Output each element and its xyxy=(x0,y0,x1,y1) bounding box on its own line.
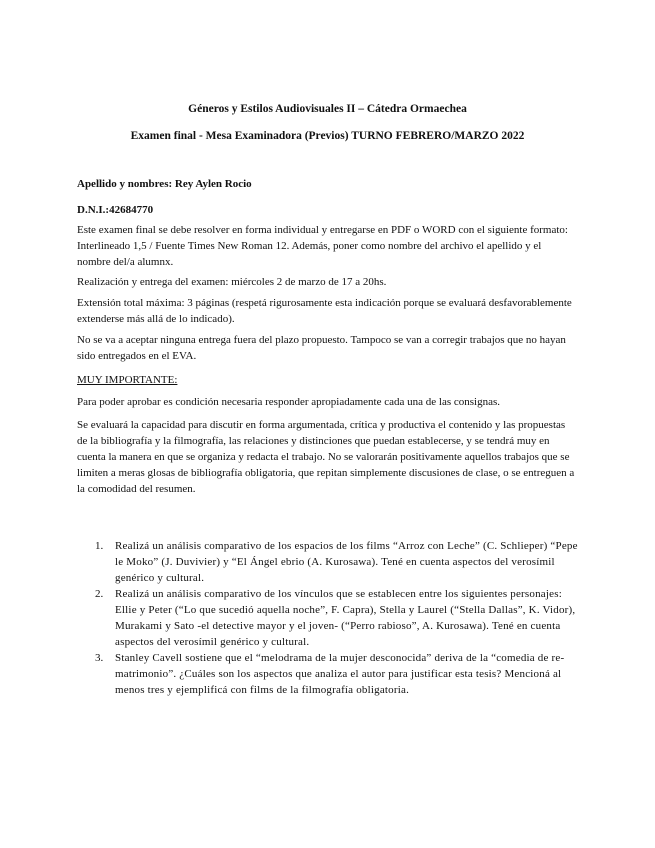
question-item xyxy=(95,586,585,650)
instructions-format-paragraph: Este examen final se debe resolver en forma individual y entregarse en PDF o WORD con el siguiente formato: Interlineado 1,5 / Fuente Times New Roman 12. Además, poner como nombre del archivo el apellido y el nombre del/a alumnx. xyxy=(77,224,568,268)
question-item xyxy=(95,650,585,698)
question-item xyxy=(95,538,585,586)
question-number: 1. xyxy=(95,540,104,552)
question-text: Realizá un análisis comparativo de los espacios de los films “Arroz con Leche” (C. Schlieper) “Pepe le Moko” (J. Duvivier) y “El Ángel ebrio (A. Kurosawa). Tené en cuenta aspectos del verosímil genérico y cultural. xyxy=(115,540,578,584)
important-heading: MUY IMPORTANTE: xyxy=(77,374,178,386)
student-dni-line: D.N.I.:42684770 xyxy=(77,204,154,216)
question-text: Realizá un análisis comparativo de los vínculos que se establecen entre los siguientes personajes: Ellie y Peter (“Lo que sucedió aquella noche”, F. Capra), Stella y Laurel (“Stella Dallas”, K. Vidor), Murakami y Sato -el detective mayor y el joven- (“Perro rabioso”, A. Kurosawa). Tené en cuenta aspectos del verosímil genérico y cultural. xyxy=(115,588,576,648)
course-title: Géneros y Estilos Audiovisuales II – Cátedra Ormaechea xyxy=(188,103,467,115)
student-name-line: Apellido y nombres: Rey Aylen Rocio xyxy=(77,178,252,190)
instructions-deadline-paragraph: No se va a aceptar ninguna entrega fuera del plazo propuesto. Tampoco se van a corregir trabajos que no hayan sido entregados en el EVA. xyxy=(77,334,566,362)
questions-list xyxy=(95,538,585,698)
question-number: 3. xyxy=(95,652,104,664)
exam-subtitle: Examen final - Mesa Examinadora (Previos) TURNO FEBRERO/MARZO 2022 xyxy=(130,130,525,142)
instructions-date-paragraph: Realización y entrega del examen: miércoles 2 de marzo de 17 a 20hs. xyxy=(77,276,387,288)
question-text: Stanley Cavell sostiene que el “melodrama de la mujer desconocida” deriva de la “comedia de re-matrimonio”. ¿Cuáles son los aspectos que analiza el autor para justificar esta tesis? Mencioná al menos tres y ejemplificá con films de la filmografía obligatoria. xyxy=(115,652,565,696)
instructions-evaluation-paragraph: Se evaluará la capacidad para discutir en forma argumentada, crítica y productiva el contenido y las propuestas de la bibliografía y la filmografía, las relaciones y distinciones que puedan establecerse, y se tendrá muy en cuenta la manera en que se organiza y redacta el trabajo. No se valorarán positivamente aquellos trabajos que se limiten a meras glosas de bibliografía obligatoria, que repitan simplemente discusiones de clase, o se entreguen a la comodidad del resumen. xyxy=(77,419,575,495)
question-number: 2. xyxy=(95,588,104,600)
instructions-length-paragraph: Extensión total máxima: 3 páginas (respetá rigurosamente esta indicación porque se evaluará desfavorablemente extenderse más allá de lo indicado). xyxy=(77,297,572,325)
instructions-approval-paragraph: Para poder aprobar es condición necesaria responder apropiadamente cada una de las consignas. xyxy=(77,396,501,408)
